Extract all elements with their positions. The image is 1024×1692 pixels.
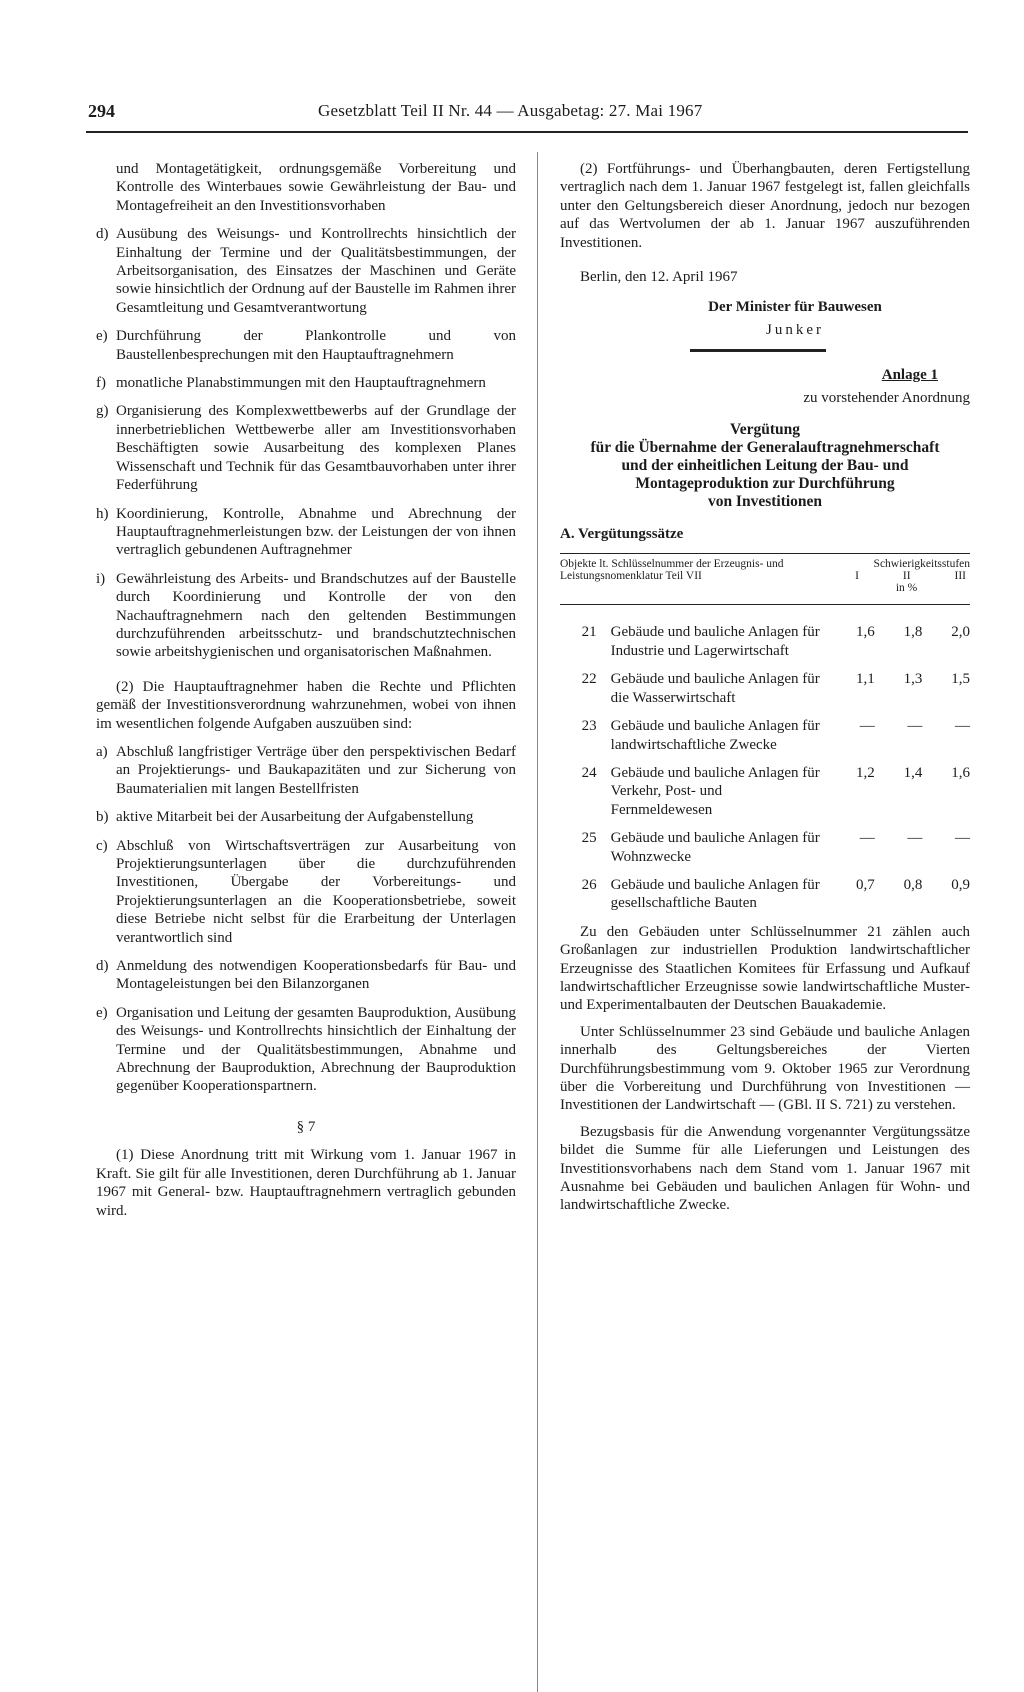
signature-rule [690,349,826,352]
list-item [96,743,516,798]
row-description: Gebäude und bauliche Anlagen für Verkehr, Post- und Fernmeldewesen [610,764,820,818]
minister-name: Junker [766,321,824,338]
row-value-iii: 2,0 [951,624,970,641]
row-number: 21 [581,624,597,641]
row-description: Gebäude und bauliche Anlagen für landwirtschaftliche Zwecke [610,718,820,753]
annex-heading-line: Vergütung [729,421,801,439]
row-number: 22 [581,671,597,688]
list-text: aktive Mitarbeit bei der Ausarbeitung der Aufgabenstellung [116,809,474,826]
row-value-ii: 0,8 [903,876,923,893]
list-item [96,374,516,392]
list-item [96,327,516,364]
row-value-i: 1,2 [855,764,875,781]
row-number: 23 [581,718,597,735]
list-label: d) [96,958,109,975]
row-number: 24 [581,764,597,781]
list-text: Abschluß von Wirtschaftsverträgen zur Ausarbeitung von Projektierungsunterlagen über die durchzuführenden Investitionen, Übergabe der Vorbereitungs- und Projektierungsunterlagen an die Kooperationsbetriebe, soweit diese Betriebe nicht selbst für die Erarbeitung der Unterlagen verantwortlich sind [116,837,516,946]
table-row [560,670,970,717]
annex-heading-line: Montageproduktion zur Durchführung [635,475,895,493]
row-value-ii: 1,4 [903,764,923,781]
duty-list-1 [96,225,516,662]
row-value-i: — [859,718,875,735]
row-value-iii: 0,9 [951,876,970,893]
row-value-i: — [859,830,875,847]
row-number: 25 [581,830,597,847]
table-row [560,876,970,923]
table-header-levels [827,554,970,605]
header-rule [86,131,968,133]
list-text: Durchführung der Plankontrolle und von Baustellenbesprechungen mit den Hauptauftragnehmern [116,328,516,363]
closing-paragraph: Bezugsbasis für die Anwendung vorgenannter Vergütungssätze bildet die Summe für alle Lieferungen und Leistungen des Investitionsvorhabens nach dem Stand vom 1. Januar 1967 mit Ausnahme bei Gebäuden und baulichen Anlagen für Wohn- und landwirtschaftliche Zwecke. [560,1123,970,1214]
paragraph-top: (2) Fortführungs- und Überhangbauten, deren Fertigstellung vertraglich nach dem 1. Januar 1967 festgelegt ist, fallen gleichfalls unter den Geltungsbereich dieser Anordnung, jedoch nur bezogen auf das Wertvolumen der ab 1. Januar 1967 auszuführenden Investitionen. [560,161,970,251]
list-item [96,808,516,826]
row-description: Gebäude und bauliche Anlagen für Wohnzwecke [610,830,820,865]
list-label: d) [96,226,109,243]
anlage-subtitle: zu vorstehender Anordnung [803,389,970,406]
row-value-ii: 1,3 [903,671,923,688]
row-value-ii: — [907,718,923,735]
list-item [96,957,516,994]
table-header-row [560,554,970,605]
left-column [96,160,516,1230]
row-value-iii: 1,6 [951,764,970,781]
list-text: Gewährleistung des Arbeits- und Brandschutzes auf der Baustelle durch Koordinierung und Kontrolle der von den Nachauftragnehmern nach den geltenden Bestimmungen durchzuführenden arbeitsschutz- und brandschutztechnischen sowie arbeitshygienischen und organisatorischen Maßnahmen. [116,570,516,661]
list-label: e) [96,1004,108,1021]
list-label: a) [96,743,108,760]
row-value-i: 1,1 [855,671,875,688]
list-item [96,225,516,317]
table-row [560,829,970,876]
rates-table [560,553,970,922]
row-value-iii: — [955,718,970,735]
row-value-ii: — [907,830,923,847]
list-label: b) [96,809,109,826]
list-text: Koordinierung, Kontrolle, Abnahme und Abrechnung der Hauptauftragnehmerleistungen bzw. der Leistungen der von ihnen vertraglich gebundenen Auftragnehmer [116,505,516,559]
continuation-text: und Montagetätigkeit, ordnungsgemäße Vorbereitung und Kontrolle des Winterbaues sowie Gewährleistung der Bau- und Montagefreiheit an den Investitionsvorhaben [116,161,516,214]
difficulty-label: Schwierigkeitsstufen [873,558,970,571]
anlage-title: Anlage 1 [881,367,938,384]
paragraph-2: (2) Die Hauptauftragnehmer haben die Rechte und Pflichten gemäß der Investitionsverordnung wahrzunehmen, wobei von ihnen im wesentlichen folgende Aufgaben auszuüben sind: [96,678,516,732]
list-text: Anmeldung des notwendigen Kooperationsbedarfs für Bau- und Montageleistungen bei den Bilanzorganen [116,958,516,993]
row-value-i: 1,6 [855,624,875,641]
list-text: Organisierung des Komplexwettbewerbs auf der Grundlage der innerbetrieblichen Wettbewerbe aller am Investitionsvorhaben Beschäftigten sowie Ausarbeitung des komplexen Planes Wissenschaft und Technik für das Gesamtbauvorhaben unter ihrer Federführung [116,403,516,494]
running-title: Gesetzblatt Teil II Nr. 44 — Ausgabetag: 27. Mai 1967 [318,101,703,120]
list-text: Organisation und Leitung der gesamten Bauproduktion, Ausübung des Weisungs- und Kontrollrechts hinsichtlich der Einhaltung der Termine und der Qualitätsbestimmungen, Abnahme und Abrechnung der Bauproduktion, Abrechnung der Bauproduktion gegenüber Kooperationspartnern. [116,1004,516,1095]
level-iii: III [954,570,966,583]
anlage-block [560,366,970,407]
list-label: c) [96,837,108,854]
annex-heading [560,421,970,511]
list-item [96,505,516,560]
list-item [96,402,516,494]
row-value-iii: — [955,830,970,847]
annex-heading-line: und der einheitlichen Leitung der Bau- und [621,457,909,475]
list-label: e) [96,328,108,345]
list-label: i) [96,570,106,587]
list-item [96,570,516,662]
annex-heading-line: für die Übernahme der Generalauftragnehmerschaft [590,439,940,457]
table-header-objects: Objekte lt. Schlüsselnummer der Erzeugnis- und Leistungsnomenklatur Teil VII [560,558,784,583]
row-description: Gebäude und bauliche Anlagen für die Wasserwirtschaft [610,671,820,706]
list-text: Abschluß langfristiger Verträge über den perspektivischen Bedarf an Projektierungs- und Baukapazitäten und zur Sicherung von Baumaterialien mit langen Bestellfristen [116,743,516,797]
unit-label: in % [895,582,918,595]
row-description: Gebäude und bauliche Anlagen für gesellschaftliche Bauten [610,876,820,912]
row-value-i: 0,7 [855,876,875,893]
table-row [560,764,970,829]
section-a-title: A. Vergütungssätze [560,526,684,543]
list-text: monatliche Planabstimmungen mit den Hauptauftragnehmern [116,375,486,392]
row-value-ii: 1,8 [903,624,923,641]
right-column [560,160,970,1223]
closing-paragraph: Unter Schlüsselnummer 23 sind Gebäude und bauliche Anlagen innerhalb des Geltungsbereiches der Vierten Durchführungsbestimmung vom 9. Oktober 1965 zur Verordnung über die Vorbereitung und Durchführung von Investitionen — Investitionen der Landwirtschaft — (GBl. II S. 721) zu verstehen. [560,1023,970,1114]
page-number: 294 [88,101,115,121]
list-label: g) [96,403,109,420]
column-divider [537,152,538,1692]
list-item [96,1004,516,1096]
list-text: Ausübung des Weisungs- und Kontrollrechts hinsichtlich der Einhaltung der Termine und der Qualitätsbestimmungen, der Arbeitsorganisation, des Einsatzes der Maschinen und Geräte sowie hinsichtlich der Ordnung auf der Baustelle im Rahmen ihrer Gesamtleitung und Gesamtverantwortung [116,226,516,316]
row-description: Gebäude und bauliche Anlagen für Industrie und Lagerwirtschaft [610,624,820,659]
row-value-iii: 1,5 [951,671,970,688]
closing-paragraph: Zu den Gebäuden unter Schlüsselnummer 21 zählen auch Großanlagen zur industriellen Produktion landwirtschaftlicher Erzeugnisse des Staatlichen Komitees für Erfassung und Aufkauf landwirtschaftlicher Erzeugnisse sowie landwirtschaftliche Muster- und Experimentalbauten der Deutschen Bauakademie. [560,923,970,1014]
place-date: Berlin, den 12. April 1967 [580,269,738,286]
annex-heading-line: von Investitionen [707,493,823,511]
list-label: f) [96,375,106,392]
table-row [560,717,970,764]
list-label: h) [96,505,109,522]
table-row [560,605,970,670]
row-number: 26 [581,876,597,893]
duty-list-2 [96,743,516,1096]
section-heading: § 7 [296,1118,316,1135]
level-ii: II [902,570,911,583]
final-paragraph: (1) Diese Anordnung tritt mit Wirkung vom 1. Januar 1967 in Kraft. Sie gilt für alle Investitionen, deren Durchführung ab 1. Januar 1967 mit General- bzw. Hauptauftragnehmern vertraglich gebunden wird. [96,1147,516,1219]
list-item [96,837,516,947]
level-i: I [855,570,859,583]
minister-title: Der Minister für Bauwesen [708,299,882,316]
